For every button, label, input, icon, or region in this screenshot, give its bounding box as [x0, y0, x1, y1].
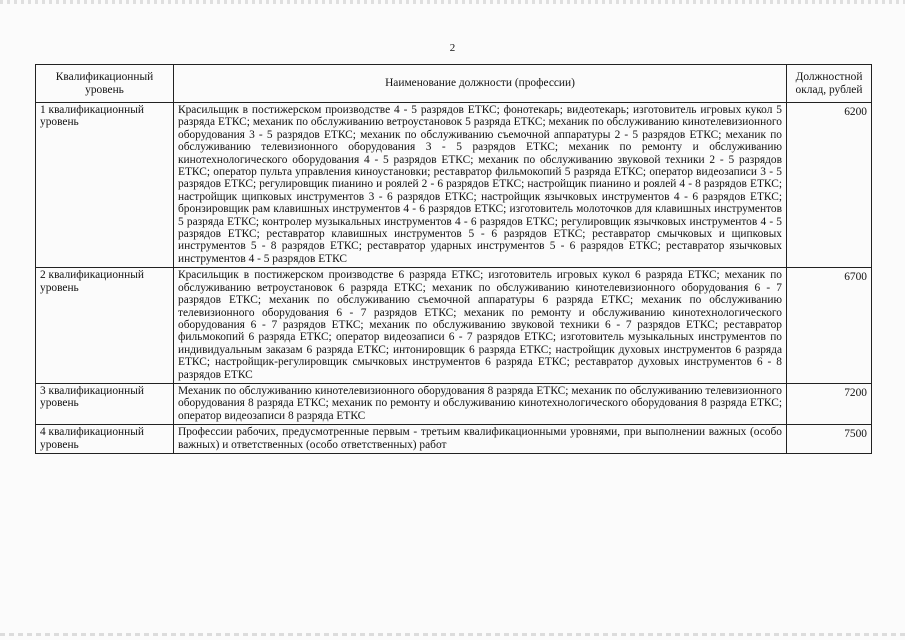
level-cell: 3 квалификационный уровень [36, 383, 174, 424]
header-level: Квалификационный уровень [36, 65, 174, 103]
scan-edge-top [0, 0, 905, 4]
level-cell: 1 квалификационный уровень [36, 103, 174, 268]
table-header-row [36, 65, 872, 103]
table-row [36, 268, 872, 384]
salary-cell: 6700 [787, 268, 872, 384]
qualification-salary-table [35, 64, 872, 454]
table-row [36, 425, 872, 454]
level-cell: 2 квалификационный уровень [36, 268, 174, 384]
table-row [36, 103, 872, 268]
level-cell: 4 квалификационный уровень [36, 425, 174, 454]
salary-cell: 7500 [787, 425, 872, 454]
positions-cell: Механик по обслуживанию кинотелевизионного оборудования 8 разряда ЕТКС; механик по обслуживанию телевизионного оборудования 8 разряда ЕТКС; механик по ремонту и обслуживанию кинотехнологического оборудования 8 разряда ЕТКС; оператор видеозаписи 8 разряда ЕТКС [174, 383, 787, 424]
positions-cell: Профессии рабочих, предусмотренные первым - третьим квалификационными уровнями, при выполнении важных (особо важных) и ответственных (особо ответственных) работ [174, 425, 787, 454]
salary-cell: 7200 [787, 383, 872, 424]
positions-cell: Красильщик в постижерском производстве 6 разряда ЕТКС; изготовитель игровых кукол 6 разряда ЕТКС; механик по обслуживанию ветроустановок 6 разряда ЕТКС; механик по обслуживанию кинотелевизионного оборудования 6 - 7 разрядов ЕТКС; механик по обслуживанию съемочной аппаратуры 6 разряда ЕТКС; механик по обслуживанию телевизионного оборудования 6 - 7 разрядов ЕТКС; механик по ремонту и обслуживанию кинотехнологического оборудования 6 - 7 разрядов ЕТКС; механик по обслуживанию звуковой техники 6 - 7 разрядов ЕТКС; реставратор фильмокопий 6 разряда ЕТКС; оператор видеозаписи 6 - 7 разрядов ЕТКС; изготовитель музыкальных инструментов по индивидуальным заказам 6 разряда ЕТКС; интонировщик 6 разряда ЕТКС; настройщик духовых инструментов 6 разряда ЕТКС; настройщик-регулировщик смычковых инструментов 6 разряда ЕТКС; реставратор духовых инструментов 6 - 8 разрядов ЕТКС [174, 268, 787, 384]
positions-cell: Красильщик в постижерском производстве 4 - 5 разрядов ЕТКС; фонотекарь; видеотекарь; изготовитель игровых кукол 5 разряда ЕТКС; механик по обслуживанию ветроустановок 5 разряда ЕТКС; механик по обслуживанию кинотелевизионного оборудования 3 - 5 разрядов ЕТКС; механик по обслуживанию съемочной аппаратуры 2 - 5 разрядов ЕТКС; механик по обслуживанию телевизионного оборудования 3 - 5 разрядов ЕТКС; механик по ремонту и обслуживанию кинотехнологического оборудования 4 - 5 разрядов ЕТКС; механик по обслуживанию звуковой техники 2 - 5 разрядов ЕТКС; оператор пульта управления киноустановки; реставратор фильмокопий 5 разряда ЕТКС; оператор видеозаписи 3 - 5 разрядов ЕТКС; регулировщик пианино и роялей 2 - 6 разрядов ЕТКС; настройщик пианино и роялей 4 - 8 разрядов ЕТКС; настройщик щипковых инструментов 3 - 6 разрядов ЕТКС; настройщик язычковых инструментов 4 - 6 разрядов ЕТКС; бронзировщик рам клавишных инструментов 4 - 6 разрядов ЕТКС; изготовитель молоточков для клавишных инструментов 5 разряда ЕТКС; контролер музыкальных инструментов 4 - 6 разрядов ЕТКС; регулировщик язычковых инструментов 4 - 5 разрядов ЕТКС; реставратор клавишных инструментов 5 - 6 разрядов ЕТКС; реставратор смычковых и щипковых инструментов 5 - 8 разрядов ЕТКС; реставратор ударных инструментов 5 - 6 разрядов ЕТКС; реставратор язычковых инструментов 4 - 5 разрядов ЕТКС [174, 103, 787, 268]
scan-edge-bottom [0, 633, 905, 636]
header-position: Наименование должности (профессии) [174, 65, 787, 103]
table-row [36, 383, 872, 424]
header-salary: Должностной оклад, рублей [787, 65, 872, 103]
page-number: 2 [449, 42, 456, 54]
salary-cell: 6200 [787, 103, 872, 268]
